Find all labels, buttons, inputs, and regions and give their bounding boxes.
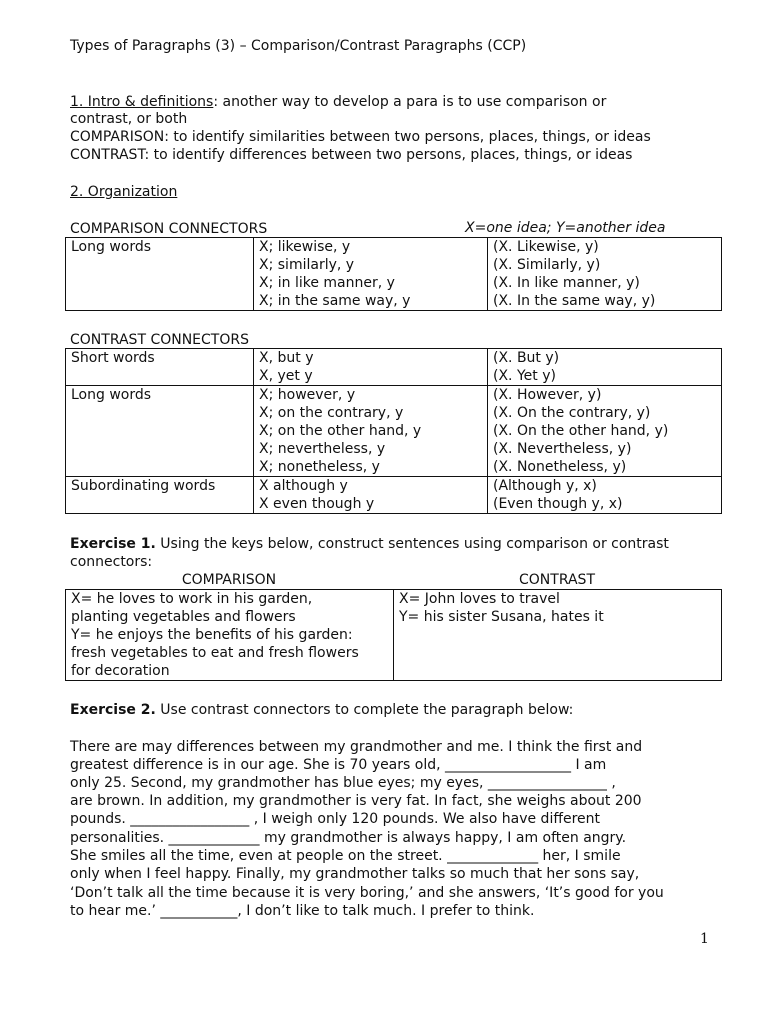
- connector-item: X; on the other hand, y: [259, 423, 422, 439]
- connector-item: (X. In like manner, y): [493, 275, 640, 291]
- intro-text-2: contrast, or both: [70, 111, 188, 127]
- connector-cell: [254, 349, 488, 386]
- intro-text-1: : another way to develop a para is to use comparison or: [213, 94, 607, 110]
- exercise2-text: Use contrast connectors to complete the paragraph below:: [155, 702, 574, 718]
- connector-item: (X. Yet y): [493, 368, 556, 384]
- paragraph-line: are brown. In addition, my grandmother is very fat. In fact, she weighs about 200: [70, 793, 642, 809]
- paragraph-line: only 25. Second, my grandmother has blue eyes; my eyes, _________________ ,: [70, 775, 616, 791]
- connector-item: (X. However, y): [493, 387, 602, 403]
- intro-line-1: [70, 93, 606, 111]
- intro-heading: 1. Intro & definitions: [70, 94, 214, 110]
- connector-item: X; nonetheless, y: [259, 459, 380, 475]
- paragraph-line: ‘Don’t talk all the time because it is very boring,’ and she answers, ‘It’s good for you: [70, 885, 664, 901]
- key-line: planting vegetables and flowers: [71, 609, 296, 625]
- connector-item: X; however, y: [259, 387, 356, 403]
- connector-cell: [488, 349, 722, 386]
- row-label: Short words: [66, 349, 254, 386]
- paragraph-line: pounds. _________________ , I weigh only 120 pounds. We also have different: [70, 811, 601, 827]
- exercise1-text-2: connectors:: [70, 554, 153, 570]
- page-title: Types of Paragraphs (3) – Comparison/Contrast Paragraphs (CCP): [70, 38, 527, 54]
- row-label: Long words: [66, 386, 254, 477]
- connector-item: (X. Similarly, y): [493, 257, 601, 273]
- key-line: fresh vegetables to eat and fresh flowers: [71, 645, 359, 661]
- paragraph-line: to hear me.’ ___________, I don’t like to talk much. I prefer to think.: [70, 903, 535, 919]
- connector-item: (X. Nevertheless, y): [493, 441, 632, 457]
- exercise2-instructions: [70, 701, 573, 719]
- connector-item: (Although y, x): [493, 478, 597, 494]
- page-number: 1: [700, 931, 709, 947]
- table-row: [66, 386, 722, 477]
- connector-item: X although y: [259, 478, 348, 494]
- contrast-connectors-heading: CONTRAST CONNECTORS: [70, 332, 249, 348]
- comparison-keys-cell: [66, 590, 394, 681]
- key-line: Y= he enjoys the benefits of his garden:: [71, 627, 353, 643]
- connector-cell: [488, 386, 722, 477]
- contrast-header: CONTRAST: [519, 572, 595, 588]
- key-line: X= he loves to work in his garden,: [71, 591, 313, 607]
- connector-item: X, yet y: [259, 368, 313, 384]
- connector-cell: [254, 238, 488, 311]
- comparison-connectors-heading: COMPARISON CONNECTORS: [70, 221, 268, 237]
- exercise1-table: [65, 589, 722, 681]
- comparison-header: COMPARISON: [181, 572, 277, 588]
- table-row: [66, 238, 722, 311]
- connector-cell: [254, 386, 488, 477]
- contrast-connectors-table: [65, 348, 722, 514]
- exercise1-label: Exercise 1.: [70, 536, 156, 552]
- paragraph-line: personalities. _____________ my grandmother is always happy, I am often angry.: [70, 830, 627, 846]
- connector-item: (Even though y, x): [493, 496, 623, 512]
- connector-item: X; on the contrary, y: [259, 405, 404, 421]
- key-line: for decoration: [71, 663, 170, 679]
- connector-item: X; in like manner, y: [259, 275, 395, 291]
- paragraph-line: She smiles all the time, even at people on the street. _____________ her, I smile: [70, 848, 621, 864]
- exercise2-label: Exercise 2.: [70, 702, 156, 718]
- connector-item: (X. On the other hand, y): [493, 423, 669, 439]
- table-row: [66, 477, 722, 514]
- connector-item: X; similarly, y: [259, 257, 355, 273]
- exercise1-text: Using the keys below, construct sentences using comparison or contrast: [155, 536, 669, 552]
- contrast-definition: CONTRAST: to identify differences between two persons, places, things, or ideas: [70, 147, 633, 163]
- connector-cell: [488, 238, 722, 311]
- connector-item: (X. In the same way, y): [493, 293, 656, 309]
- paragraph-line: only when I feel happy. Finally, my grandmother talks so much that her sons say,: [70, 866, 640, 882]
- contrast-keys-cell: [394, 590, 722, 681]
- connector-item: X; nevertheless, y: [259, 441, 386, 457]
- connector-item: X even though y: [259, 496, 375, 512]
- connector-item: (X. Nonetheless, y): [493, 459, 627, 475]
- connector-item: X; in the same way, y: [259, 293, 411, 309]
- row-label: Long words: [66, 238, 254, 311]
- table-row: [66, 590, 722, 681]
- connector-cell: [488, 477, 722, 514]
- connector-item: (X. Likewise, y): [493, 239, 599, 255]
- organization-heading: 2. Organization: [70, 184, 178, 200]
- comparison-definition: COMPARISON: to identify similarities between two persons, places, things, or ideas: [70, 129, 651, 145]
- paragraph-line: greatest difference is in our age. She is 70 years old, __________________ I am: [70, 757, 607, 773]
- xy-note: X=one idea; Y=another idea: [465, 220, 666, 236]
- table-row: [66, 349, 722, 386]
- connector-item: X, but y: [259, 350, 314, 366]
- key-line: Y= his sister Susana, hates it: [399, 609, 604, 625]
- connector-item: X; likewise, y: [259, 239, 351, 255]
- connector-item: (X. But y): [493, 350, 560, 366]
- key-line: X= John loves to travel: [399, 591, 560, 607]
- connector-cell: [254, 477, 488, 514]
- paragraph-line: There are may differences between my grandmother and me. I think the first and: [70, 739, 643, 755]
- row-label: Subordinating words: [66, 477, 254, 514]
- exercise1-instructions: [70, 535, 669, 553]
- connector-item: (X. On the contrary, y): [493, 405, 651, 421]
- comparison-connectors-table: [65, 237, 722, 311]
